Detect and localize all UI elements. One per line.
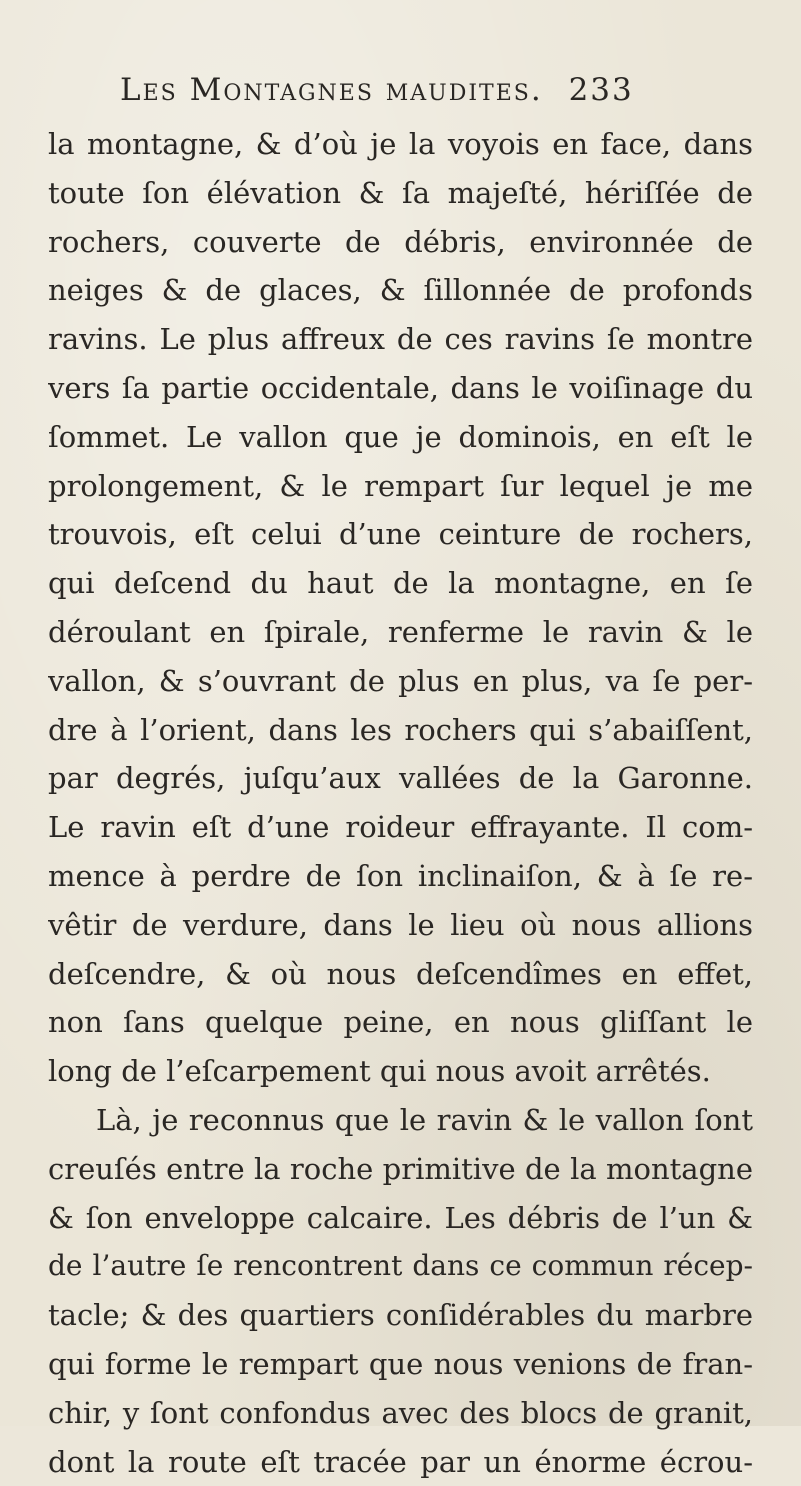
text-line: rochers, couverte de débris, environnée de (48, 224, 753, 259)
text-line: neiges & de glaces, & ſillonnée de profonds (48, 273, 753, 308)
text-line: long de l’eſcarpement qui nous avoit arrêtés. (48, 1054, 711, 1089)
text-line: toute ſon élévation & ſa majeſté, hériſſée de (48, 175, 753, 210)
text-line: Là, je reconnus que le ravin & le vallon ſont (96, 1102, 753, 1137)
text-line: creuſés entre la roche primitive de la montagne (48, 1151, 753, 1186)
text-line: prolongement, & le rempart ſur lequel je me (48, 468, 753, 503)
text-line: deſcendre, & où nous deſcendîmes en effet, (48, 956, 753, 991)
text-line: tacle; & des quartiers conſidérables du marbre (48, 1298, 753, 1333)
text-line: ſommet. Le vallon que je dominois, en eſt le (48, 419, 753, 454)
text-line: vallon, & s’ouvrant de plus en plus, va ſe per- (48, 663, 753, 698)
text-line: déroulant en ſpirale, renferme le ravin & le (48, 614, 753, 649)
text-line: la montagne, & d’où je la voyois en face, dans (48, 127, 753, 161)
text-line: par degrés, juſqu’aux vallées de la Garonne. (48, 761, 753, 796)
running-title: Les Montagnes maudites. (120, 72, 543, 108)
text-line: ravins. Le plus affreux de ces ravins ſe montre (48, 322, 753, 357)
text-line: dont la route eſt tracée par un énorme écrou- (48, 1444, 753, 1479)
body-text (48, 120, 753, 1486)
text-line: qui deſcend du haut de la montagne, en ſe (48, 566, 753, 601)
text-line: non ſans quelque peine, en nous gliſſant le (48, 1005, 753, 1040)
text-line: mence à perdre de ſon inclinaiſon, & à ſe re- (48, 858, 753, 893)
text-line: & ſon enveloppe calcaire. Les débris de l’un & (48, 1200, 753, 1235)
text-line: de l’autre ſe rencontrent dans ce commun récep- (48, 1249, 753, 1283)
text-line: trouvois, eſt celui d’une ceinture de rochers, (48, 517, 753, 552)
text-line: chir, y ſont confondus avec des blocs de granit, (48, 1395, 753, 1430)
text-line: qui forme le rempart que nous venions de fran- (48, 1346, 753, 1381)
text-line: dre à l’orient, dans les rochers qui s’abaiſſent, (48, 712, 753, 747)
page-number: 233 (568, 72, 634, 108)
text-line: Le ravin eſt d’une roideur effrayante. Il com- (48, 810, 753, 845)
text-line: vêtir de verdure, dans le lieu où nous allions (48, 907, 753, 942)
text-line: vers ſa partie occidentale, dans le voiſinage du (48, 370, 753, 405)
running-head (120, 72, 740, 116)
